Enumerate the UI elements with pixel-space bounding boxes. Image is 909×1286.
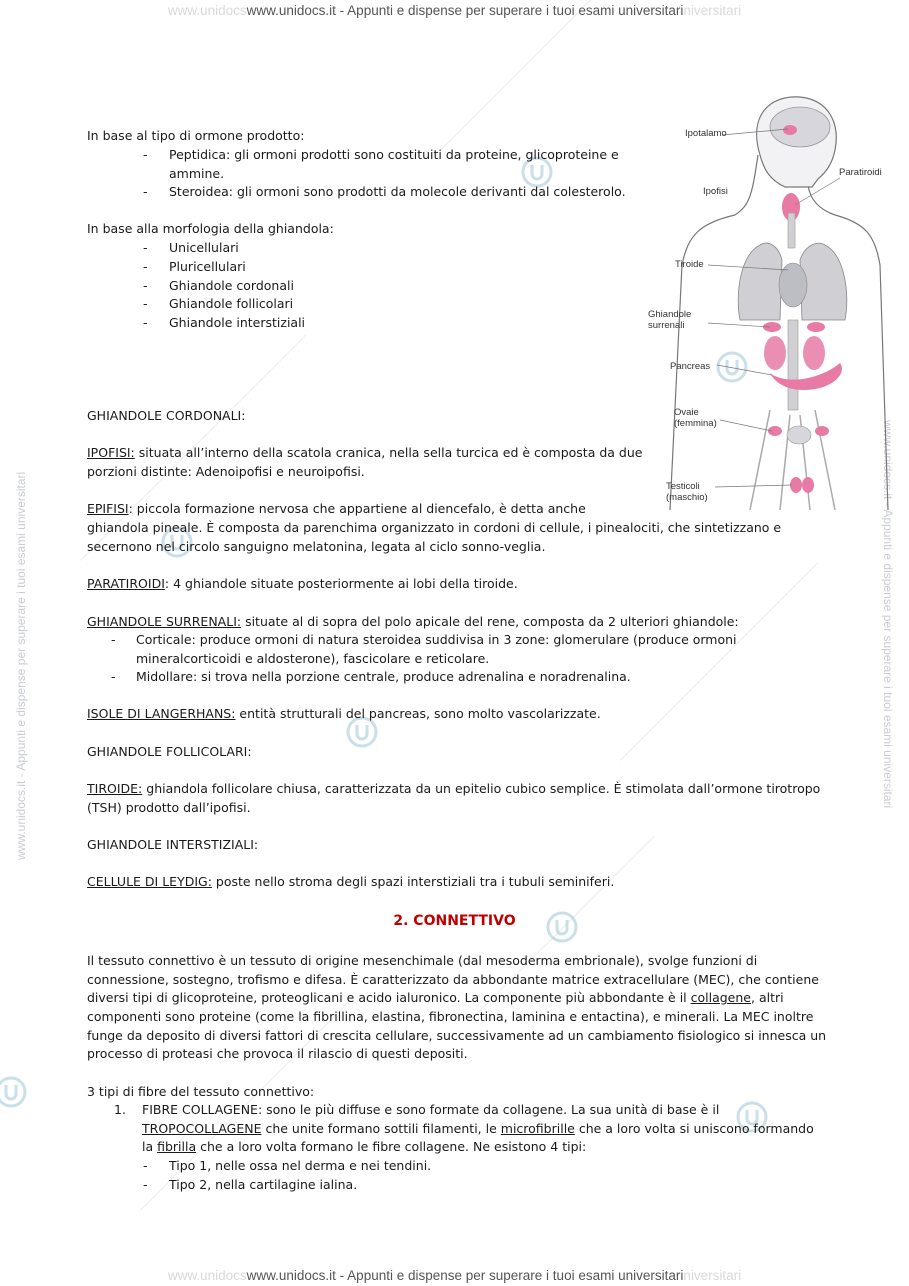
list-dash: - (143, 184, 148, 199)
tipo-item-2: Tipo 2, nella cartilagine ialina. (169, 1177, 358, 1192)
connettivo-line-3 (87, 990, 784, 1006)
list-dash: - (143, 296, 148, 311)
epifisi-term: EPIFISI (87, 501, 129, 516)
fibre-number: 1. (114, 1102, 126, 1117)
epifisi-line-1 (87, 501, 586, 517)
fibre-line-2b: che a loro volta si uniscono formando (574, 1121, 814, 1136)
watermark-line (440, 0, 653, 151)
figure-label-testicoli-line-2: (maschio) (666, 492, 708, 503)
connettivo-line-2: connessione, sostegno, trofismo e difesa. È caratterizzato da abbondante matrice extracellulare (MEC), che contiene (87, 972, 819, 987)
morfologia-heading: In base alla morfologia della ghiandola: (87, 221, 334, 236)
paratiroidi-text: : 4 ghiandole situate posteriormente ai lobi della tiroide. (164, 576, 518, 591)
connettivo-line-5: funge da deposito di diversi fattori di crescita cellulare, successivamente ad un cambiamento fisiologico si innesca un (87, 1028, 827, 1043)
list-dash: - (111, 669, 116, 684)
side-watermark-left: www.unidocs.it - Appunti e dispense per superare i tuoi esami universitari (14, 471, 28, 860)
endocrine-figure (648, 95, 895, 510)
endocrine-body-illustration (660, 95, 895, 510)
leydig-term: CELLULE DI LEYDIG: (87, 874, 212, 889)
ormone-item-peptidica-cont: ammine. (169, 166, 225, 181)
leydig-text: poste nello stroma degli spazi interstiziali tra i tubuli seminiferi. (211, 874, 615, 889)
list-dash: - (143, 1158, 148, 1173)
paratiroidi-line (87, 576, 518, 592)
header-watermark (0, 3, 909, 18)
figure-label-ipofisi: Ipofisi (703, 186, 728, 197)
list-dash: - (143, 1177, 148, 1192)
ipofisi-text: situata all’interno della scatola cranica, nella sella turcica ed è composta da due (134, 445, 643, 460)
footer-watermark (0, 1268, 909, 1283)
tropocollagene-term: TROPOCOLLAGENE (142, 1121, 262, 1136)
microfibrille-term: microfibrille (500, 1121, 575, 1136)
tipo-item-1: Tipo 1, nelle ossa nel derma e nei tendini. (169, 1158, 432, 1173)
tiroide-term: TIROIDE: (87, 781, 143, 796)
tiroide-text: ghiandola follicolare chiusa, caratterizzata da un epitelio cubico semplice. È stimolata dall’ormone tirotropo (142, 781, 821, 796)
figure-label-testicoli (666, 481, 708, 503)
langerhans-term: ISOLE DI LANGERHANS: (87, 706, 236, 721)
surrenali-line (87, 614, 739, 630)
surrenali-item-corticale: Corticale: produce ormoni di natura steroidea suddivisa in 3 zone: glomerulare (produce ormoni (136, 632, 737, 647)
connettivo-line-1: Il tessuto connettivo è un tessuto di origine mesenchimale (dal mesoderma embrionale), svolge funzioni di (87, 953, 758, 968)
cordonali-heading: GHIANDOLE CORDONALI: (87, 408, 246, 423)
ormone-item-steroidea: Steroidea: gli ormoni sono prodotti da molecole derivanti dal colesterolo. (169, 184, 626, 199)
watermark-ghost-right: niversitari (683, 3, 742, 18)
morfologia-item: Ghiandole cordonali (169, 278, 294, 293)
figure-label-surrenali-line-1: Ghiandole (648, 309, 692, 320)
ormone-item-peptidica: Peptidica: gli ormoni prodotti sono costituiti da proteine, glicoproteine e (169, 147, 619, 162)
connettivo-line-6: processo di proteasi che provoca il rilascio di questi depositi. (87, 1046, 468, 1061)
figure-label-paratiroidi: Paratiroidi (839, 167, 882, 178)
watermark-footer-text: www.unidocs.it - Appunti e dispense per superare i tuoi esami universitari (246, 1268, 684, 1283)
morfologia-item: Unicellulari (169, 240, 239, 255)
surrenali-item-midollare: Midollare: si trova nella porzione centrale, produce adrenalina e noradrenalina. (136, 669, 631, 684)
watermark-ghost-left: www.unidocs (167, 3, 247, 18)
fibre-line-2a: che unite formano sottili filamenti, le (261, 1121, 501, 1136)
morfologia-item: Ghiandole interstiziali (169, 315, 306, 330)
figure-label-pancreas: Pancreas (670, 361, 711, 372)
fibre-line-3b: che a loro volta formano le fibre collagene. Ne esistono 4 tipi: (196, 1139, 587, 1154)
leydig-line (87, 874, 614, 890)
fibre-line-1: FIBRE COLLAGENE: sono le più diffuse e sono formate da collagene. La sua unità di base è il (142, 1102, 720, 1117)
watermark-logo-icon (0, 1075, 28, 1109)
figure-label-tiroide: Tiroide (675, 259, 704, 270)
figure-label-ovaie-line-2: (femmina) (674, 418, 717, 429)
follicolari-heading: GHIANDOLE FOLLICOLARI: (87, 744, 252, 759)
list-dash: - (111, 632, 116, 647)
surrenali-text: situate al di sopra del polo apicale del rene, composta da 2 ulteriori ghiandole: (241, 614, 739, 629)
epifisi-line-2: ghiandola pineale. È composta da parenchima organizzato in cordoni di cellule, i pinealociti, che sintetizzano e (87, 520, 782, 535)
collagene-term: collagene (690, 990, 751, 1005)
interstiziali-heading: GHIANDOLE INTERSTIZIALI: (87, 837, 259, 852)
list-dash: - (143, 315, 148, 330)
epifisi-text: : piccola formazione nervosa che appartiene al diencefalo, è detta anche (128, 501, 586, 516)
morfologia-item: Ghiandole follicolari (169, 296, 294, 311)
list-dash: - (143, 259, 148, 274)
ipofisi-line-1 (87, 445, 642, 461)
ipofisi-line-2: porzioni distinte: Adenoipofisi e neuroipofisi. (87, 464, 365, 479)
fibre-line-3a: la (142, 1139, 158, 1154)
paratiroidi-term: PARATIROIDI (87, 576, 165, 591)
figure-label-surrenali (648, 309, 691, 331)
langerhans-text: entità strutturali del pancreas, sono molto vascolarizzate. (235, 706, 601, 721)
figure-label-testicoli-line-1: Testicoli (666, 481, 700, 492)
watermark-ghost-left: www.unidocs (167, 1268, 247, 1283)
fibre-line-3 (142, 1139, 586, 1155)
figure-label-surrenali-line-2: surrenali (648, 320, 685, 331)
tiroide-line-2: (TSH) prodotto dall’ipofisi. (87, 800, 251, 815)
side-watermark-right: www.unidocs.it - Appunti e dispense per superare i tuoi esami universitari (881, 420, 895, 809)
figure-label-ovaie (674, 407, 717, 429)
connettivo-line-3b: , altri (751, 990, 784, 1005)
section-title: 2. CONNETTIVO (393, 913, 516, 929)
epifisi-line-3: secernono nel circolo sanguigno melatonina, legata al ciclo sonno-veglia. (87, 539, 546, 554)
ormone-heading: In base al tipo di ormone prodotto: (87, 128, 305, 143)
watermark-line (620, 562, 819, 761)
fibre-heading: 3 tipi di fibre del tessuto connettivo: (87, 1084, 315, 1099)
ipofisi-term: IPOFISI: (87, 445, 135, 460)
watermark-ghost-right: niversitari (683, 1268, 742, 1283)
connettivo-line-3a: diversi tipi di glicoproteine, proteoglicani e acido ialuronico. La componente più abbondante è il (87, 990, 691, 1005)
morfologia-item: Pluricellulari (169, 259, 246, 274)
list-dash: - (143, 278, 148, 293)
fibrilla-term: fibrilla (157, 1139, 197, 1154)
fibre-line-2 (142, 1121, 814, 1137)
figure-label-ovaie-line-1: Ovaie (674, 407, 699, 418)
surrenali-term: GHIANDOLE SURRENALI: (87, 614, 242, 629)
langerhans-line (87, 706, 601, 722)
watermark-header-text: www.unidocs.it - Appunti e dispense per superare i tuoi esami universitari (246, 3, 684, 18)
surrenali-item-corticale-cont: mineralcorticoidi e aldosterone), fascicolare e reticolare. (136, 651, 490, 666)
tiroide-line-1 (87, 781, 820, 797)
figure-label-ipotalamo: Ipotalamo (685, 128, 727, 139)
list-dash: - (143, 147, 148, 162)
list-dash: - (143, 240, 148, 255)
connettivo-line-4: componenti sono proteine (come la fibrillina, elastina, fibronectina, laminina e entactina), e minerali. La MEC inoltre (87, 1009, 814, 1024)
